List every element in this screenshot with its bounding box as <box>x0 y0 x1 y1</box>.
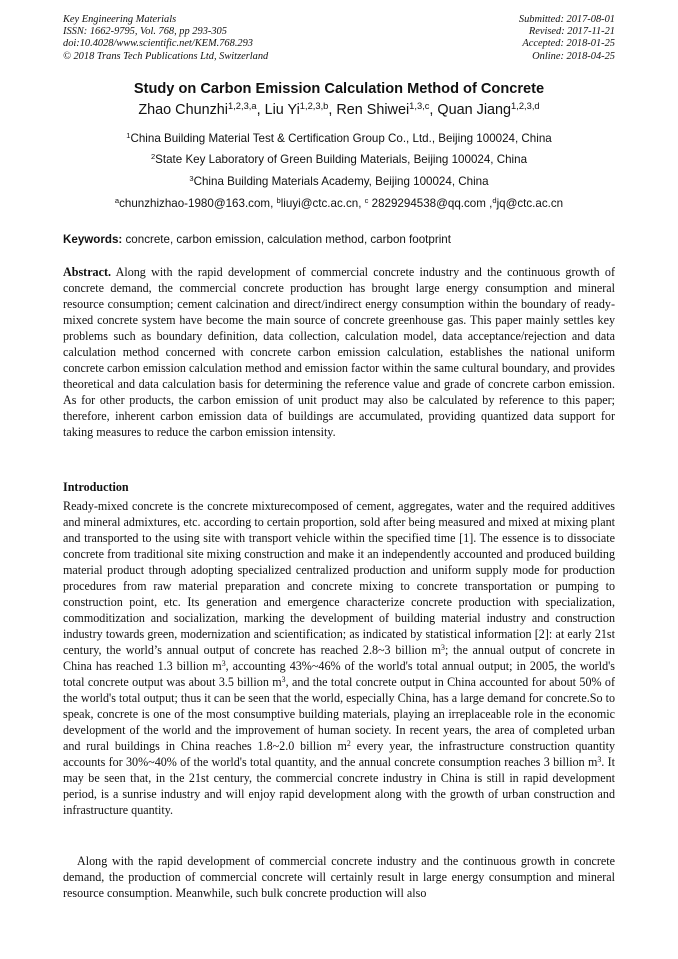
unit-superscript: 3 <box>221 658 226 668</box>
paragraph-text: Ready-mixed concrete is the concrete mixturecomposed of cement, aggregates, water and the required additives and mineral admixtures, etc. according to certain proportion, sold after being measured and mixed at mixing plant and transported to the using site with transport vehicle within the specified time [1]. The essence is to dissociate concrete from traditional site mixing construction and make it an independently accounted and produced building material product through adopting specialized centralized production and uniform supply mode for production procedures from raw material preparation and concrete mixing to concrete transportation or pumping to construction point, etc. Its generation and emergence characterize concrete production with specialization, commoditization and socialization, marking the development of building material industry and construction industry towards green, modernization and scientification; as indicated by statistical information [2]: at early 21st century, the world’s annual output of concrete has reached 2.8~3 billion m <box>63 499 615 657</box>
paragraph-text: every year, the infrastructure construction quantity accounts for 30%~40% of the world's total quantity, and the annual concrete consumption reaches 3 billion m <box>63 739 616 769</box>
introduction-paragraph-2: Along with the rapid development of commercial concrete industry and the continuous growth in concrete demand, the production of commercial concrete will certainly result in large energy consumption and mineral resource consumption. Meanwhile, such bulk concrete production will also <box>63 854 615 900</box>
author-name: Ren Shiwei <box>336 102 410 118</box>
author-affiliation-sup: 1,2,3,a <box>227 100 257 111</box>
author-separator: , <box>328 102 337 118</box>
issn-line: ISSN: 1662-9795, Vol. 768, pp 293-305 <box>63 26 227 38</box>
unit-superscript: 3 <box>597 754 602 764</box>
email-address: jq@ctc.ac.cn <box>496 197 564 210</box>
accepted-date: Accepted: 2018-01-25 <box>522 38 615 50</box>
journal-header-right <box>355 14 615 63</box>
affiliation-text: China Building Materials Academy, Beijing 100024, China <box>193 175 489 188</box>
abstract <box>63 264 615 440</box>
doi-line: doi:10.4028/www.scientific.net/KEM.768.293 <box>63 38 253 50</box>
submitted-date: Submitted: 2017-08-01 <box>518 14 615 25</box>
author-affiliation-sup: 1,2,3,b <box>299 100 329 111</box>
author-separator: , <box>429 102 438 118</box>
keywords-text: concrete, carbon emission, calculation method, carbon footprint <box>122 233 451 246</box>
paragraph-text: . It may be seen that, in the 21st century, the commercial concrete industry in China is still in rapid development period, is a sunrise industry and will enjoy rapid development along with the growth of urban construction and infrastructure quantity. <box>63 755 615 817</box>
author-name: Liu Yi <box>264 102 300 118</box>
unit-superscript: 3 <box>441 642 445 652</box>
paragraph-text: ; the annual output of concrete in China has reached 1.3 billion m <box>63 643 615 673</box>
email-line <box>20 196 658 211</box>
affiliation-1 <box>20 131 658 146</box>
author-list <box>20 101 658 120</box>
author-name: Zhao Chunzhi <box>138 102 228 118</box>
affiliation-text: China Building Material Test & Certification Group Co., Ltd., Beijing 100024, China <box>130 132 552 145</box>
keywords <box>63 232 615 247</box>
introduction-paragraph-1 <box>63 498 615 818</box>
section-heading-introduction: Introduction <box>63 480 129 494</box>
email-address: 2829294538@qq.com , <box>368 197 493 210</box>
affiliation-number: 2 <box>150 151 156 161</box>
author-affiliation-sup: 1,3,c <box>409 100 430 111</box>
email-address: liuyi@ctc.ac.cn, <box>280 197 365 210</box>
revised-date: Revised: 2017-11-21 <box>528 26 615 38</box>
paper-title: Study on Carbon Emission Calculation Method of Concrete <box>133 81 545 97</box>
author-name: Quan Jiang <box>437 102 512 118</box>
affiliation-number: 1 <box>126 130 131 140</box>
email-sup: b <box>276 195 281 205</box>
online-date: Online: 2018-04-25 <box>532 50 615 62</box>
email-address: chunzhizhao-1980@163.com, <box>119 197 277 210</box>
email-sup: a <box>114 195 120 205</box>
journal-name: Key Engineering Materials <box>63 14 177 25</box>
copyright-line: © 2018 Trans Tech Publications Ltd, Switzerland <box>63 50 269 62</box>
email-sup: c <box>364 195 369 205</box>
paragraph-text: , and the total concrete output in China accounted for about 50% of the world's total output; thus it can be seen that the world, especially China, has a large demand for concrete.So to speak, concrete is one of the most consumptive building materials, playing an irreplaceable role in the economic development of the world and the improvement of human society. In recent years, the area of completed urban and rural buildings in China reaches 1.8~2.0 billion m <box>63 675 615 753</box>
abstract-label: Abstract. <box>63 265 112 279</box>
affiliation-number: 3 <box>189 173 194 183</box>
journal-header-left <box>63 14 363 63</box>
author-separator: , <box>256 102 265 118</box>
keywords-label: Keywords: <box>63 233 123 246</box>
affiliation-text: State Key Laboratory of Green Building Materials, Beijing 100024, China <box>155 153 528 166</box>
affiliation-2 <box>20 152 658 167</box>
affiliation-3 <box>20 174 658 189</box>
abstract-text: Along with the rapid development of commercial concrete industry and the continuous growth of concrete demand, the commercial concrete production has brought large energy consumption and mineral resource consumption; cement calcination and direct/indirect energy consumption within the boundary of ready-mixed concrete system have become the main source of concrete greenhouse gas. This paper mainly settles key problems such as boundary definition, data collection, calculation model, data acceptance/rejection and data calculation method concerned with concrete carbon emission calculation, establishes the national uniform concrete carbon emission calculation method and emission factor within the same cultural boundary, and provides theoretical and data calculation basis for determining the reference value and grade of concrete carbon emission. As for other products, the carbon emission of unit product may also be calculated by reference to this paper; therefore, inherent carbon emission data of buildings are accumulated, providing quantized data support for taking measures to reduce the carbon emission intensity. <box>63 265 615 439</box>
email-sup: d <box>492 195 497 205</box>
paragraph-text: , accounting 43%~46% of the world's total annual output; in 2005, the world's total concrete output was about 3.5 billion m <box>63 659 616 689</box>
author-affiliation-sup: 1,2,3,d <box>511 100 540 111</box>
unit-superscript: 2 <box>346 738 351 748</box>
unit-superscript: 3 <box>281 674 286 684</box>
